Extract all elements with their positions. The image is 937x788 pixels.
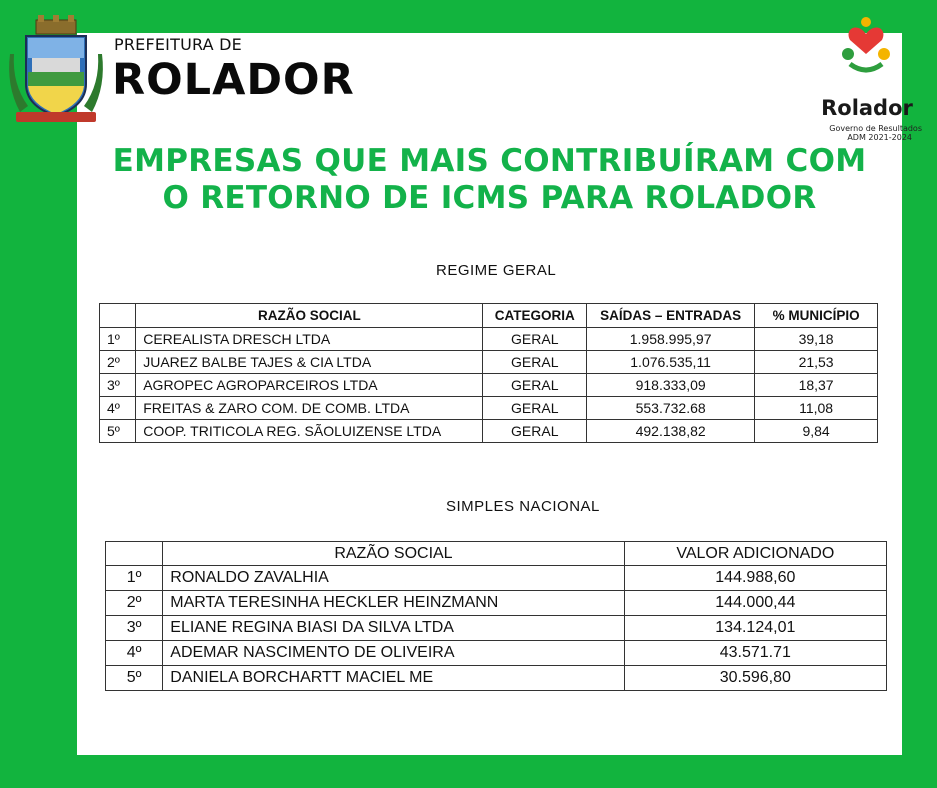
simples-nacional-title: SIMPLES NACIONAL xyxy=(446,498,600,515)
value-cell: 43.571.71 xyxy=(624,641,886,666)
value-cell: 553.732.68 xyxy=(587,397,755,420)
headline-line-1: EMPRESAS QUE MAIS CONTRIBUÍRAM COM xyxy=(112,143,867,179)
company-name-cell: DANIELA BORCHARTT MACIEL ME xyxy=(163,666,624,691)
headline-line-2: O RETORNO DE ICMS PARA ROLADOR xyxy=(162,180,817,216)
category-cell: GERAL xyxy=(483,420,587,443)
table-row xyxy=(106,591,887,616)
column-header: RAZÃO SOCIAL xyxy=(136,304,483,328)
government-logo-icon xyxy=(836,14,896,76)
rank-cell: 4º xyxy=(100,397,136,420)
rank-cell: 2º xyxy=(106,591,163,616)
company-name-cell: RONALDO ZAVALHIA xyxy=(163,566,624,591)
rank-cell: 3º xyxy=(100,374,136,397)
value-cell: 144.988,60 xyxy=(624,566,886,591)
government-logo xyxy=(812,14,922,142)
percent-cell: 21,53 xyxy=(755,351,878,374)
column-header: CATEGORIA xyxy=(483,304,587,328)
category-cell: GERAL xyxy=(483,397,587,420)
rank-cell: 5º xyxy=(106,666,163,691)
percent-cell: 39,18 xyxy=(755,328,878,351)
value-cell: 144.000,44 xyxy=(624,591,886,616)
value-cell: 30.596,80 xyxy=(624,666,886,691)
column-header: % MUNICÍPIO xyxy=(755,304,878,328)
simples-nacional-table xyxy=(105,541,887,691)
government-logo-period: ADM 2021-2024 xyxy=(847,133,912,142)
table-row xyxy=(106,616,887,641)
company-name-cell: ADEMAR NASCIMENTO DE OLIVEIRA xyxy=(163,641,624,666)
percent-cell: 18,37 xyxy=(755,374,878,397)
table-row xyxy=(100,351,878,374)
company-name-cell: JUAREZ BALBE TAJES & CIA LTDA xyxy=(136,351,483,374)
municipal-crest-icon xyxy=(6,14,106,126)
table-row xyxy=(100,374,878,397)
column-header: SAÍDAS – ENTRADAS xyxy=(587,304,755,328)
value-cell: 1.958.995,97 xyxy=(587,328,755,351)
regime-geral-table xyxy=(99,303,878,443)
government-logo-tagline: Governo de Resultados xyxy=(829,124,922,133)
headline xyxy=(77,143,902,217)
table-row xyxy=(106,641,887,666)
rank-cell: 4º xyxy=(106,641,163,666)
value-cell: 134.124,01 xyxy=(624,616,886,641)
table-header-row xyxy=(100,304,878,328)
table-row xyxy=(106,666,887,691)
value-cell: 918.333,09 xyxy=(587,374,755,397)
company-name-cell: COOP. TRITICOLA REG. SÃOLUIZENSE LTDA xyxy=(136,420,483,443)
value-cell: 492.138,82 xyxy=(587,420,755,443)
table-row xyxy=(106,566,887,591)
company-name-cell: FREITAS & ZARO COM. DE COMB. LTDA xyxy=(136,397,483,420)
column-header xyxy=(100,304,136,328)
rank-cell: 3º xyxy=(106,616,163,641)
table-header-row xyxy=(106,542,887,566)
regime-geral-title: REGIME GERAL xyxy=(436,262,557,279)
column-header: VALOR ADICIONADO xyxy=(624,542,886,566)
percent-cell: 9,84 xyxy=(755,420,878,443)
percent-cell: 11,08 xyxy=(755,397,878,420)
rank-cell: 5º xyxy=(100,420,136,443)
table-row xyxy=(100,397,878,420)
company-name-cell: AGROPEC AGROPARCEIROS LTDA xyxy=(136,374,483,397)
prefeitura-label: PREFEITURA DE xyxy=(114,35,242,54)
value-cell: 1.076.535,11 xyxy=(587,351,755,374)
company-name-cell: CEREALISTA DRESCH LTDA xyxy=(136,328,483,351)
category-cell: GERAL xyxy=(483,374,587,397)
rank-cell: 1º xyxy=(106,566,163,591)
rank-cell: 2º xyxy=(100,351,136,374)
rank-cell: 1º xyxy=(100,328,136,351)
government-logo-brand: Rolador xyxy=(821,96,913,120)
company-name-cell: MARTA TERESINHA HECKLER HEINZMANN xyxy=(163,591,624,616)
column-header xyxy=(106,542,163,566)
column-header: RAZÃO SOCIAL xyxy=(163,542,624,566)
category-cell: GERAL xyxy=(483,351,587,374)
table-row xyxy=(100,420,878,443)
city-name-title: ROLADOR xyxy=(112,55,355,105)
category-cell: GERAL xyxy=(483,328,587,351)
company-name-cell: ELIANE REGINA BIASI DA SILVA LTDA xyxy=(163,616,624,641)
table-row xyxy=(100,328,878,351)
